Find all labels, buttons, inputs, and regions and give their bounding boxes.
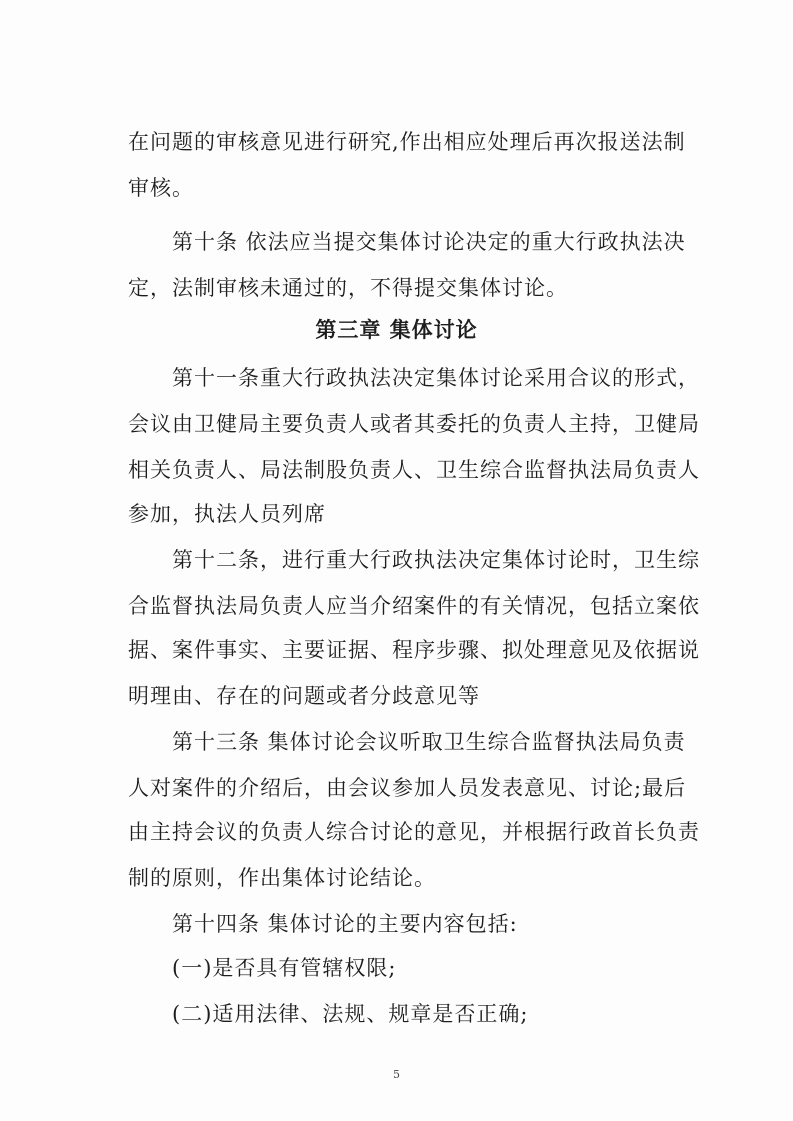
body-line: 会议由卫健局主要负责人或者其委托的负责人主持，卫健局 xyxy=(128,412,700,436)
article-10-line: 第十条 依法应当提交集体讨论决定的重大行政执法决 xyxy=(172,230,686,254)
body-line: 在问题的审核意见进行研究,作出相应处理后再次报送法制 xyxy=(128,130,686,154)
body-line: 由主持会议的负责人综合讨论的意见，并根据行政首长负责 xyxy=(128,820,700,844)
article-14-line: 第十四条 集体讨论的主要内容包括: xyxy=(172,912,518,936)
page-number: 5 xyxy=(393,1068,400,1081)
chapter-heading: 第三章 集体讨论 xyxy=(315,317,478,342)
body-line: 参加，执法人员列席 xyxy=(128,502,326,526)
article-11-line: 第十一条重大行政执法决定集体讨论采用合议的形式， xyxy=(172,366,700,390)
body-line: 相关负责人、局法制股负责人、卫生综合监督执法局负责人 xyxy=(128,458,700,482)
body-line: 审核。 xyxy=(128,176,194,200)
body-line: 人对案件的介绍后，由会议参加人员发表意见、讨论;最后 xyxy=(128,776,687,800)
body-line: 定，法制审核未通过的，不得提交集体讨论。 xyxy=(128,276,568,300)
list-item: (一)是否具有管辖权限; xyxy=(172,956,397,980)
list-item: (二)适用法律、法规、规章是否正确; xyxy=(172,1002,529,1026)
body-line: 据、案件事实、主要证据、程序步骤、拟处理意见及依据说 xyxy=(128,638,700,662)
article-13-line: 第十三条 集体讨论会议听取卫生综合监督执法局负责 xyxy=(172,730,686,754)
article-12-line: 第十二条，进行重大行政执法决定集体讨论时，卫生综 xyxy=(172,548,700,572)
body-line: 制的原则，作出集体讨论结论。 xyxy=(128,866,436,890)
body-line: 明理由、存在的问题或者分歧意见等 xyxy=(128,684,480,708)
body-line: 合监督执法局负责人应当介绍案件的有关情况，包括立案依 xyxy=(128,594,700,618)
